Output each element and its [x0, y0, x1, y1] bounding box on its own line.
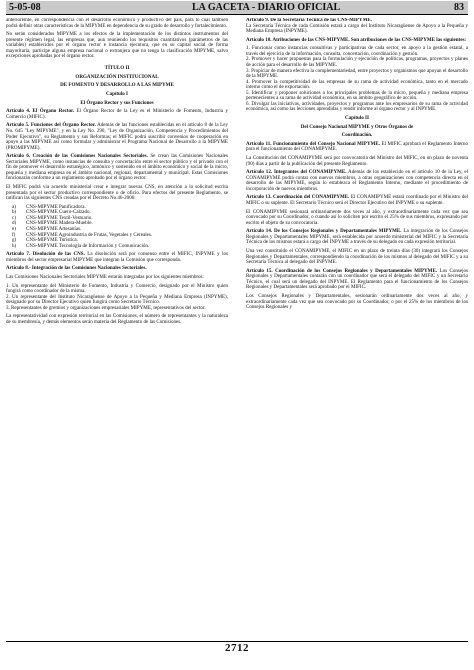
article-7: Artículo 7. Disolución de las CNS. La disolución será por consenso entre el MIFIC, INPYME y los miembros del sector empresarial MIPYME que integran la Comisión que corresponda. — [6, 251, 228, 263]
article-4: Artículo 4. El Órgano Rector. El Órgano Rector de la Ley es el Ministerio de Fomento, Industria y Comercio (MIFIC). — [6, 108, 228, 120]
list-item: g) CNS-MIPYME Turística. — [12, 237, 78, 244]
article-heading: Artículo 6. Creación de las Comisiones Nacionales Sectoriales. — [6, 153, 148, 160]
left-column — [6, 18, 228, 640]
paragraph: La Constitución del CONAMIPYME será por convocatoria del Ministro del MIFIC, en un plazo de noventa (90) días a partir de la publicación del presente Reglamento. — [246, 154, 468, 167]
folio-number: 2712 — [225, 642, 249, 654]
chapter-name: Del Consejo Nacional MIPYME y Otros Órganos de — [300, 123, 414, 130]
paragraph: La Secretaría Técnica de cada Comisión estará a cargo del Instituto Nicaragüense de Apoyo a la Pequeña y Mediana Empresa (INPYME). — [246, 22, 468, 35]
gazette-page — [6, 0, 468, 670]
header-date: 5-05-08 — [9, 2, 41, 13]
list-item: 1. Un representante del Ministerio de Fomento, Industria y Comercio, designado por el Ministro quien fungirá como coordinador de la misma. — [6, 282, 228, 295]
paragraph: anterioremte, en correspondencia con el desarrollo económico y productivo del país, para lo cual también podrá definir otras características de la MIPYME en dependencia de su grado de desarrollo y fortalecimiento. — [6, 18, 228, 29]
list-item: 3. Representantes de gremios y organizaciones empresariales MIPYME, representativos del sector. — [6, 304, 206, 311]
article-11: Artículo 11. Funcionamiento del Consejo Nacional MIPYME. El MIFIC aprobará el Reglamento Interno para el funcionamiento del CONAMIPYME. — [246, 140, 468, 153]
attributions-list — [246, 46, 468, 113]
list-item: c) CNS-MIPYME Textil-Vestuario. — [12, 214, 93, 221]
list-item: f) CNS-MIPYME Agroindustria de Frutas, Vegetales y Cereales. — [12, 231, 153, 238]
list-item: 1. Funcionar como instancias consultivas y participativas de cada sector, en apoyo a la gestión estatal, a través del ejercicio de la información, consulta, concertación, coordinación y gestión. — [246, 45, 468, 57]
list-item: 2. Promover y hacer propuestas para la formulación y ejecución de políticas, programas, proyectos y planes de acción para el desarrollo de las MIPYME. — [246, 56, 468, 69]
list-item: 3. Propiciar de manera efectiva la complementariedad, entre proyectos y organismos que apoyan el desarrollo de la MIPYME. — [246, 67, 468, 80]
list-item: a) CNS-MIPYME Panificadora. — [12, 203, 86, 210]
article-heading: Artículo 5. Funciones del Órgano Rector. — [6, 122, 96, 129]
right-column — [246, 18, 468, 640]
article-heading: Artículo 14. De los Consejos Regionales y Departamentales MIPYME. — [246, 228, 402, 235]
page-header — [6, 1, 468, 15]
article-14: Artículo 14. De los Consejos Regionales y Departamentales MIPYME. La integración de los Consejos Regionales y Departamentales MIPYME, será establecida por acuerdo ministerial del MIFIC y la Secretaría Técnica de los mismos estará a cargo del INPYME a través de su delegado en cada expresión territorial. — [246, 228, 468, 246]
paragraph: No serán considerados MIPYME a los efectos de la implementación de los distintos instrumentos del presente régimen legal, las empresas que, aun reuniendo los requisitos cuantitativos (parámetros de las variables) establecidos por el órgano rector e instancia ejecutora, que en su capital social de forma mayoritaria, participe alguna empresa nacional o extranjera que no tenga la clasificación MIPYME, salvo excepciones aprobadas por el órgano rector. — [6, 31, 228, 60]
chapter-name: Coordinación. — [341, 132, 373, 139]
article-5: Artículo 5. Funciones del Órgano Rector. Además de las funciones establecidas en el artículo 8 de la Ley No. 645 "Ley MIPYME", y en la Ley No. 290, "Ley de Organización, Competencia y Procedimientos del Poder Ejecutivo", su Reglamento y sus Reformas; el MIFIC podrá suscribir convenios de cooperación en apoyo a las MIPYME así como formular y administrar el Programa Nacional de Desarrollo a la MIPYME (PROMIPYME). — [6, 122, 228, 151]
list-item: 4. Promover la competitividad de las empresas de su rama de actividad económica, tanto en el mercado interno como el de exportación. — [246, 78, 468, 91]
title-name: ORGANIZACIÓN INSTITUCIONAL — [75, 73, 159, 80]
paragraph: El MIFIC podrá via acuerdo ministerial crear e integrar nuevas CNS, en atención a la solicitud escrita presentada por el sector productivo correspondiente o de oficio. Para efectos del presente Reglamento, se ratifican las siguientes CNS creadas por el Decreto No.46-2006: — [6, 184, 228, 202]
list-item: h) CNS-MIPYME Tecnología de Información y Comunicación. — [12, 242, 150, 249]
chapter-name: El Órgano Rector y sus Funciones — [80, 99, 154, 106]
list-item: e) CNS-MIPYME Artesanías. — [12, 225, 82, 232]
paragraph: Los Consejos Regionales y Departamentales, sesionarán ordinariamente dos veces al año, y extraordinariamente cada vez que sea convocado por su Coordinador, o por el 25% de los miembros de los Consejos Regionales y — [246, 293, 468, 311]
title-heading: TÍTULO II — [104, 65, 130, 72]
article-heading: Artículo 4. El Órgano Rector. — [6, 108, 75, 115]
chapter-heading: Capítulo I — [105, 91, 129, 98]
list-item: 6. Divulgar las iniciativas, actividades, proyectos y programas ante los empresarios de su rama de actividad económica, así como las lecciones aprendidas y rendir informe al órgano rector y al INPYME. — [246, 100, 468, 113]
article-12: Artículo 12. Integrantes del CONAMIPYME. Además de los establecido en el artículo 10 de la Ley, el CONAMIPYME podrá contar con nuevos miembros, a otras organizaciones con competencia directa en el desarrollo de las MIPYME, según lo establezca el Reglamento Interno, mediante el procedimiento de incorporación de nuevos miembros. — [246, 169, 468, 192]
article-10-heading: Artículo 10. Atribuciones de las CNS-MIPYME. Son atribuciones de las CNS-MIPYME las siguientes: — [246, 36, 467, 43]
paragraph: Una vez constituido el CONAMIPYME, el MIFIC en un plazo de treinta días (30) integrará los Consejos Regionales y Departamentales, correspondiendo la coordinación de los mismos al delegado del MIFIC y a su Secretaría Técnica al delegado del INPYME. — [246, 248, 468, 266]
article-6: Artículo 6. Creación de las Comisiones Nacionales Sectoriales. Se crean las Comisiones Nacionales Sectoriales MIPYME, como instancias de consulta y concertación entre el sector público y el privado con el fin de promover el desarrollo estratégico, armónico y sostenido en el ámbito económico y social de la micro, pequeña y mediana empresa en el ámbito nacional, regional, departamental y municipal. Estas Comisiones funcionarán conforme a un reglamento aprobado por el órgano rector. — [6, 153, 228, 182]
article-heading: Artículo 13. Coordinación del CONAMIPYME. — [246, 194, 350, 201]
header-page-number: 83 — [454, 2, 464, 13]
cns-list — [6, 205, 228, 249]
article-heading: Artículo 12. Integrantes del CONAMIPYME. — [246, 169, 347, 176]
paragraph: El CONAMIPYME sesionará ordinariamente dos veces al año, y extraordinariamente cada vez que sea convocado por su Coordinador, o cuando así lo soliciten por escrito el 25% de sus miembros, expresando por escrito el objeto de su convocatoria. — [246, 208, 468, 226]
list-item: 5. Identificar y proponer soluciones a los principales problemas de la micro, pequeña y mediana empresa pertenecientes a su rama de actividad económica, en su ámbito geográfico de acción. — [246, 89, 468, 102]
article-15: Artículo 15. Coordinación de los Consejos Regionales y Departamentales MIPYME. Los Consejos Regionales y Departamentales contarán con un coordinador que será el delegado del MIFIC y un Secretario Técnico, el cual será un delegado del INPYME. El Reglamento para el funcionamiento de los Consejos Regionales y Departamentales será aprobado por el MIFIC. — [246, 267, 468, 291]
article-13: Artículo 13. Coordinación del CONAMIPYME. El CONAMIPYME estará coordinado por el Ministro del MIFIC o su suplente. El Secretario Técnico será el Director Ejecutivo del INPYME o su suplente. — [246, 194, 468, 206]
title-name: DE FOMENTO Y DESARROLLO A LAS MIPYME — [60, 82, 174, 89]
chapter-heading: Capítulo II — [345, 114, 369, 121]
header-title: LA GACETA - DIARIO OFICIAL — [192, 2, 341, 13]
article-heading: Artículo 11. Funcionamiento del Consejo Nacional MIPYME. — [246, 140, 380, 147]
paragraph: La representatividad con expresión territorial en las Comisiones, el número de representantes y la naturaleza de su membresía, y demás elementos serán materia del Reglamento de las Comisiones. — [6, 313, 228, 326]
paragraph: Las Comisiones Nacionales Sectoriales MIPYME estarán integradas por los siguientes miembros: — [6, 274, 204, 280]
list-item: d) CNS-MIPYME Madera-Mueble. — [12, 220, 93, 227]
list-item: 2. Un representante del Instituto Nicaragüense de Apoyo a la Pequeña y Mediana Empresa (INPYME), designado por su Director Ejecutivo quien fungirá como Secretario Técnico. — [6, 293, 228, 306]
article-9-heading: Artículo 9. De la Secretaría Técnica de las CNS-MIPYME. — [246, 18, 372, 23]
article-heading: Artículo 7. Disolución de las CNS. — [6, 251, 85, 258]
article-heading: Artículo 15. Coordinación de los Consejos Regionales y Departamentales MIPYME. — [246, 267, 438, 274]
list-item: b) CNS-MIPYME Cuero-Calzado. — [12, 209, 91, 216]
article-heading: Artículo 8.- Integración de las Comisiones Nacionales Sectoriales. — [6, 265, 147, 272]
article-8 — [6, 266, 228, 272]
